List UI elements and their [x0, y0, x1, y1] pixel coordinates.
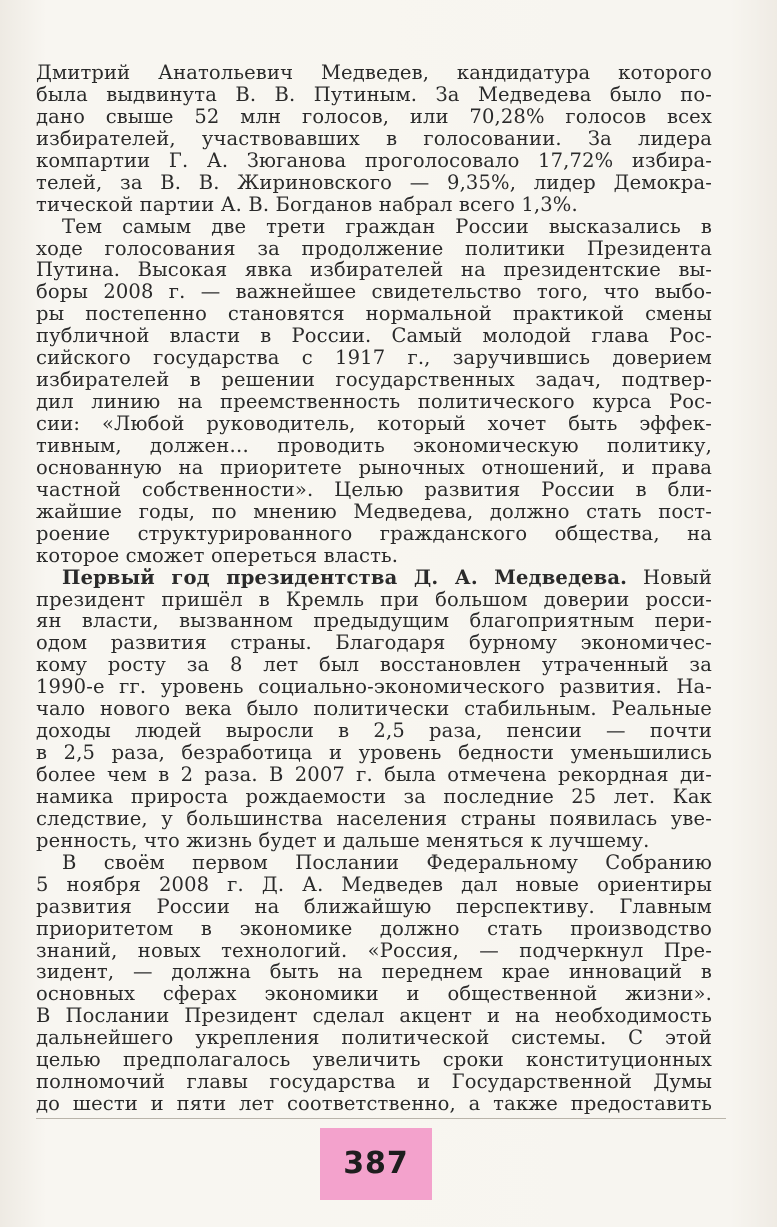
text-line: избирателей, участвовавших в голосовании. За лидера — [36, 126, 712, 150]
text-line: кому росту за 8 лет был восстановлен утраченный за — [36, 653, 712, 677]
text-line: зидент, — должна быть на переднем крае инноваций в — [36, 960, 712, 984]
text-line: одом развития страны. Благодаря бурному экономичес- — [36, 631, 712, 655]
text-line: была выдвинута В. В. Путиным. За Медведева было по- — [36, 82, 712, 106]
text-line: развития России на ближайшую перспективу. Главным — [36, 894, 712, 918]
paragraph — [36, 62, 712, 216]
text-line: приоритетом в экономике должно стать производство — [36, 916, 712, 940]
text-line: до шести и пяти лет соответственно, а также предоставить — [36, 1092, 712, 1116]
heading-line-rest: Новый — [627, 565, 712, 589]
text-line — [36, 567, 712, 589]
text-line: 5 ноября 2008 г. Д. А. Медведев дал новые ориентиры — [36, 872, 712, 896]
text-line: телей, за В. В. Жириновского — 9,35%, лидер Демокра- — [36, 170, 712, 194]
page-body-text — [36, 62, 712, 1115]
text-line: в 2,5 раза, безработица и уровень бедности уменьшились — [36, 741, 712, 765]
text-line: тической партии А. В. Богданов набрал всего 1,3%. — [36, 192, 578, 216]
text-line: Тем самым две трети граждан России высказались в — [62, 214, 712, 238]
page-number: 387 — [343, 1146, 409, 1181]
text-line: В Послании Президент сделал акцент и на необходимость — [36, 1004, 712, 1028]
paragraph — [36, 852, 712, 1115]
page-number-badge — [320, 1128, 432, 1200]
text-line: чало нового века было политически стабильным. Реальные — [36, 697, 712, 721]
text-line: избирателей в решении государственных задач, подтвер- — [36, 368, 712, 392]
text-line: которое сможет опереться власть. — [36, 543, 399, 567]
text-line: целью предполагалось увеличить сроки конституционных — [36, 1048, 712, 1072]
text-line: доходы людей выросли в 2,5 раза, пенсии — почти — [36, 719, 712, 743]
text-line: Путина. Высокая явка избирателей на президентские вы- — [36, 258, 712, 282]
text-line: жайшие годы, по мнению Медведева, должно стать пост- — [36, 499, 712, 523]
paragraph — [36, 216, 712, 567]
text-line: частной собственности». Целью развития России в бли- — [36, 477, 712, 501]
text-line: тивным, должен… проводить экономическую политику, — [36, 433, 712, 457]
footer-divider — [36, 1118, 726, 1119]
text-line: знаний, новых технологий. «Россия, — подчеркнул Пре- — [36, 938, 712, 962]
text-line: полномочий главы государства и Государственной Думы — [36, 1070, 712, 1094]
text-line: следствие, у большинства населения страны появилась уве- — [36, 806, 712, 830]
text-line: более чем в 2 раза. В 2007 г. была отмечена рекордная ди- — [36, 763, 712, 786]
text-line: президент пришёл в Кремль при большом доверии росси- — [36, 587, 712, 611]
text-line: основных сферах экономики и общественной жизни». — [36, 982, 712, 1006]
text-line: сийского государства с 1917 г., заручившись доверием — [36, 346, 712, 370]
text-line: дальнейшего укрепления политической системы. С этой — [36, 1026, 712, 1050]
text-line: 1990-е гг. уровень социально-экономического развития. На- — [36, 675, 712, 699]
text-line: намика прироста рождаемости за последние 25 лет. Как — [36, 784, 712, 808]
text-line: публичной власти в России. Самый молодой глава Рос- — [36, 324, 712, 348]
text-line: ян власти, вызванном предыдущим благоприятным пери- — [36, 609, 712, 633]
text-line: боры 2008 г. — важнейшее свидетельство того, что выбо- — [36, 280, 712, 304]
text-line: компартии Г. А. Зюганова проголосовало 17,72% избира- — [36, 148, 712, 172]
text-line: ры постепенно становятся нормальной практикой смены — [36, 302, 712, 326]
section-heading: Первый год президентства Д. А. Медведева. — [62, 565, 628, 589]
text-line: роение структурированного гражданского общества, на — [36, 521, 712, 545]
text-line: дил линию на преемственность политического курса Рос- — [36, 390, 712, 414]
text-line: ходе голосования за продолжение политики Президента — [36, 236, 712, 260]
text-line: ренность, что жизнь будет и дальше меняться к лучшему. — [36, 828, 650, 852]
text-line: основанную на приоритете рыночных отношений, и права — [36, 455, 712, 479]
text-line: сии: «Любой руководитель, который хочет быть эффек- — [36, 412, 712, 435]
paragraph — [36, 567, 712, 852]
text-line: Дмитрий Анатольевич Медведев, кандидатура которого — [36, 61, 712, 84]
text-line: В своём первом Послании Федеральному Собранию — [62, 850, 712, 874]
text-line: дано свыше 52 млн голосов, или 70,28% голосов всех — [36, 104, 712, 128]
